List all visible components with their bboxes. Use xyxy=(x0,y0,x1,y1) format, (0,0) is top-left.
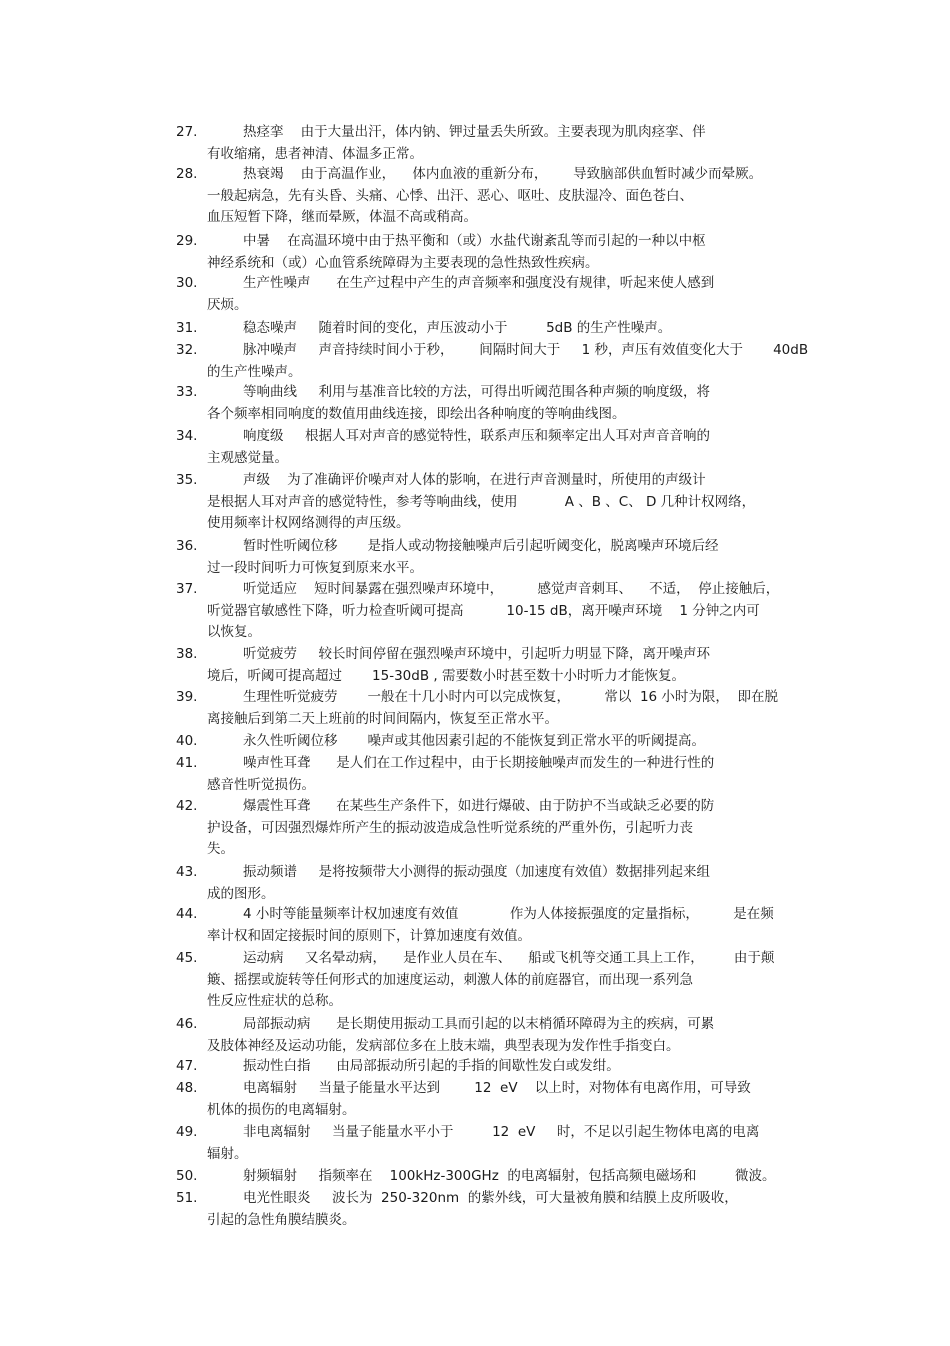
entry-number: 39. xyxy=(176,689,198,705)
entry-number: 41. xyxy=(176,755,198,771)
entry-term-line: 听觉适应 短时间暴露在强烈噪声环境中， 感觉声音刺耳、 不适， 停止接触后， xyxy=(243,581,780,597)
entry-continuation-line: 使用频率计权网络测得的声压级。 xyxy=(207,515,410,531)
entry-term-line: 响度级 根据人耳对声音的感觉特性，联系声压和频率定出人耳对声音音响的 xyxy=(243,428,710,444)
entry-term-line: 中暑 在高温环境中由于热平衡和（或）水盐代谢紊乱等而引起的一种以中枢 xyxy=(243,233,706,249)
entry-term-line: 听觉疲劳 较长时间停留在强烈噪声环境中，引起听力明显下降，离开噪声环 xyxy=(243,646,710,662)
entry-number: 36. xyxy=(176,538,198,554)
entry-term-line: 脉冲噪声 声音持续时间小于秒， 间隔时间大于 1 秒，声压有效值变化大于 40dB xyxy=(243,342,809,358)
entry-number: 34. xyxy=(176,428,198,444)
entry-number: 37. xyxy=(176,581,198,597)
entry-continuation-line: 主观感觉量。 xyxy=(207,449,288,466)
entry-continuation-line: 一般起病急，先有头昏、头痛、心悸、出汗、恶心、呕吐、皮肤湿冷、面色苍白、 xyxy=(207,187,693,204)
entry-number: 28. xyxy=(176,166,198,182)
entry-number: 47. xyxy=(176,1058,198,1074)
entry-continuation-line: 引起的急性角膜结膜炎。 xyxy=(207,1211,356,1228)
entry-number: 33. xyxy=(176,384,198,400)
entry-number: 51. xyxy=(176,1190,198,1206)
entry-continuation-line: 神经系统和（或）心血管系统障碍为主要表现的急性热致性疾病。 xyxy=(207,254,599,271)
entry-continuation-line: 簸、摇摆或旋转等任何形式的加速度运动，刺激人体的前庭器官，而出现一系列急 xyxy=(207,971,693,988)
entry-term-line: 生产性噪声 在生产过程中产生的声音频率和强度没有规律，听起来使人感到 xyxy=(243,275,715,291)
entry-number: 44. xyxy=(176,906,198,922)
entry-continuation-line: 率计权和固定接振时间的原则下，计算加速度有效值。 xyxy=(207,927,531,944)
entry-term-line: 声级 为了准确评价噪声对人体的影响，在进行声音测量时，所使用的声级计 xyxy=(243,472,706,488)
entry-continuation-line: 过一段时间听力可恢复到原来水平。 xyxy=(207,559,423,576)
entry-number: 30. xyxy=(176,275,198,291)
entry-continuation-line: 是根据人耳对声音的感觉特性，参考等响曲线，使用 A 、B 、C、 D 几种计权网络， xyxy=(207,493,756,510)
entry-term-line: 爆震性耳聋 在某些生产条件下，如进行爆破、由于防护不当或缺乏必要的防 xyxy=(243,798,715,814)
entry-number: 31. xyxy=(176,320,198,336)
entry-number: 42. xyxy=(176,798,198,814)
entry-term-line: 热痉挛 由于大量出汗，体内钠、钾过量丢失所致。主要表现为肌肉痉挛、伴 xyxy=(243,124,706,140)
entry-continuation-line: 有收缩痛，患者神清、体温多正常。 xyxy=(207,145,423,162)
entry-continuation-line: 感音性听觉损伤。 xyxy=(207,776,315,793)
entry-continuation-line: 境后，听阈可提高超过 15-30dB , 需要数小时甚至数十小时听力才能恢复。 xyxy=(207,667,685,684)
entry-term-line: 电离辐射 当量子能量水平达到 12 eV 以上时，对物体有电离作用，可导致 xyxy=(243,1080,751,1096)
entry-term-line: 射频辐射 指频率在 100kHz-300GHz 的电离辐射，包括高频电磁场和 微波。 xyxy=(243,1168,776,1184)
entry-number: 50. xyxy=(176,1168,198,1184)
entry-number: 49. xyxy=(176,1124,198,1140)
entry-continuation-line: 及肢体神经及运动功能，发病部位多在上肢末端，典型表现为发作性手指变白。 xyxy=(207,1037,680,1054)
entry-continuation-line: 厌烦。 xyxy=(207,296,248,313)
entry-term-line: 稳态噪声 随着时间的变化，声压波动小于 5dB 的生产性噪声。 xyxy=(243,320,672,336)
entry-continuation-line: 护设备，可因强烈爆炸所产生的振动波造成急性听觉系统的严重外伤，引起听力丧 xyxy=(207,819,693,836)
entry-term-line: 热衰竭 由于高温作业， 体内血液的重新分布， 导致脑部供血暂时减少而晕厥。 xyxy=(243,166,763,182)
entry-term-line: 振动频谱 是将按频带大小测得的振动强度（加速度有效值）数据排列起来组 xyxy=(243,864,710,880)
entry-number: 46. xyxy=(176,1016,198,1032)
entry-term-line: 等响曲线 利用与基准音比较的方法，可得出听阈范围各种声频的响度级，将 xyxy=(243,384,710,400)
entry-continuation-line: 成的图形。 xyxy=(207,885,275,902)
entry-continuation-line: 血压短暂下降，继而晕厥，体温不高或稍高。 xyxy=(207,209,477,225)
entry-continuation-line: 性反应性症状的总称。 xyxy=(207,993,342,1009)
entry-continuation-line: 辐射。 xyxy=(207,1145,248,1162)
entry-continuation-line: 离接触后到第二天上班前的时间间隔内，恢复至正常水平。 xyxy=(207,710,558,727)
entry-number: 45. xyxy=(176,950,198,966)
entry-continuation-line: 各个频率相同响度的数值用曲线连接，即绘出各种响度的等响曲线图。 xyxy=(207,405,626,422)
entry-term-line: 非电离辐射 当量子能量水平小于 12 eV 时，不足以引起生物体电离的电离 xyxy=(243,1124,760,1140)
entry-number: 27. xyxy=(176,124,198,140)
entry-continuation-line: 机体的损伤的电离辐射。 xyxy=(207,1101,356,1118)
entry-number: 38. xyxy=(176,646,198,662)
entry-number: 29. xyxy=(176,233,198,249)
entry-term-line: 生理性听觉疲劳 一般在十几小时内可以完成恢复， 常以 16 小时为限， 即在脱 xyxy=(243,689,779,705)
entry-term-line: 暂时性听阈位移 是指人或动物接触噪声后引起听阈变化，脱离噪声环境后经 xyxy=(243,538,719,554)
entry-term-line: 4 小时等能量频率计权加速度有效值 作为人体接振强度的定量指标， 是在频 xyxy=(243,906,774,922)
entry-number: 32. xyxy=(176,342,198,358)
entry-continuation-line: 听觉器官敏感性下降，听力检查听阈可提高 10-15 dB，离开噪声环境 1 分钟之内可 xyxy=(207,602,760,619)
entry-term-line: 电光性眼炎 波长为 250-320nm 的紫外线，可大量被角膜和结膜上皮所吸收， xyxy=(243,1190,738,1206)
entry-term-line: 振动性白指 由局部振动所引起的手指的间歇性发白或发绀。 xyxy=(243,1058,620,1074)
entry-term-line: 运动病 又名晕动病， 是作业人员在车、 船或飞机等交通工具上工作， 由于颠 xyxy=(243,950,775,966)
entry-term-line: 永久性听阈位移 噪声或其他因素引起的不能恢复到正常水平的听阈提高。 xyxy=(243,733,706,749)
entry-term-line: 噪声性耳聋 是人们在工作过程中，由于长期接触噪声而发生的一种进行性的 xyxy=(243,755,715,771)
entry-term-line: 局部振动病 是长期使用振动工具而引起的以末梢循环障碍为主的疾病，可累 xyxy=(243,1016,715,1032)
entry-number: 48. xyxy=(176,1080,198,1096)
entry-number: 43. xyxy=(176,864,198,880)
entry-continuation-line: 的生产性噪声。 xyxy=(207,363,302,380)
entry-continuation-line: 以恢复。 xyxy=(207,624,261,640)
entry-number: 35. xyxy=(176,472,198,488)
entry-continuation-line: 失。 xyxy=(207,841,234,857)
entry-number: 40. xyxy=(176,733,198,749)
